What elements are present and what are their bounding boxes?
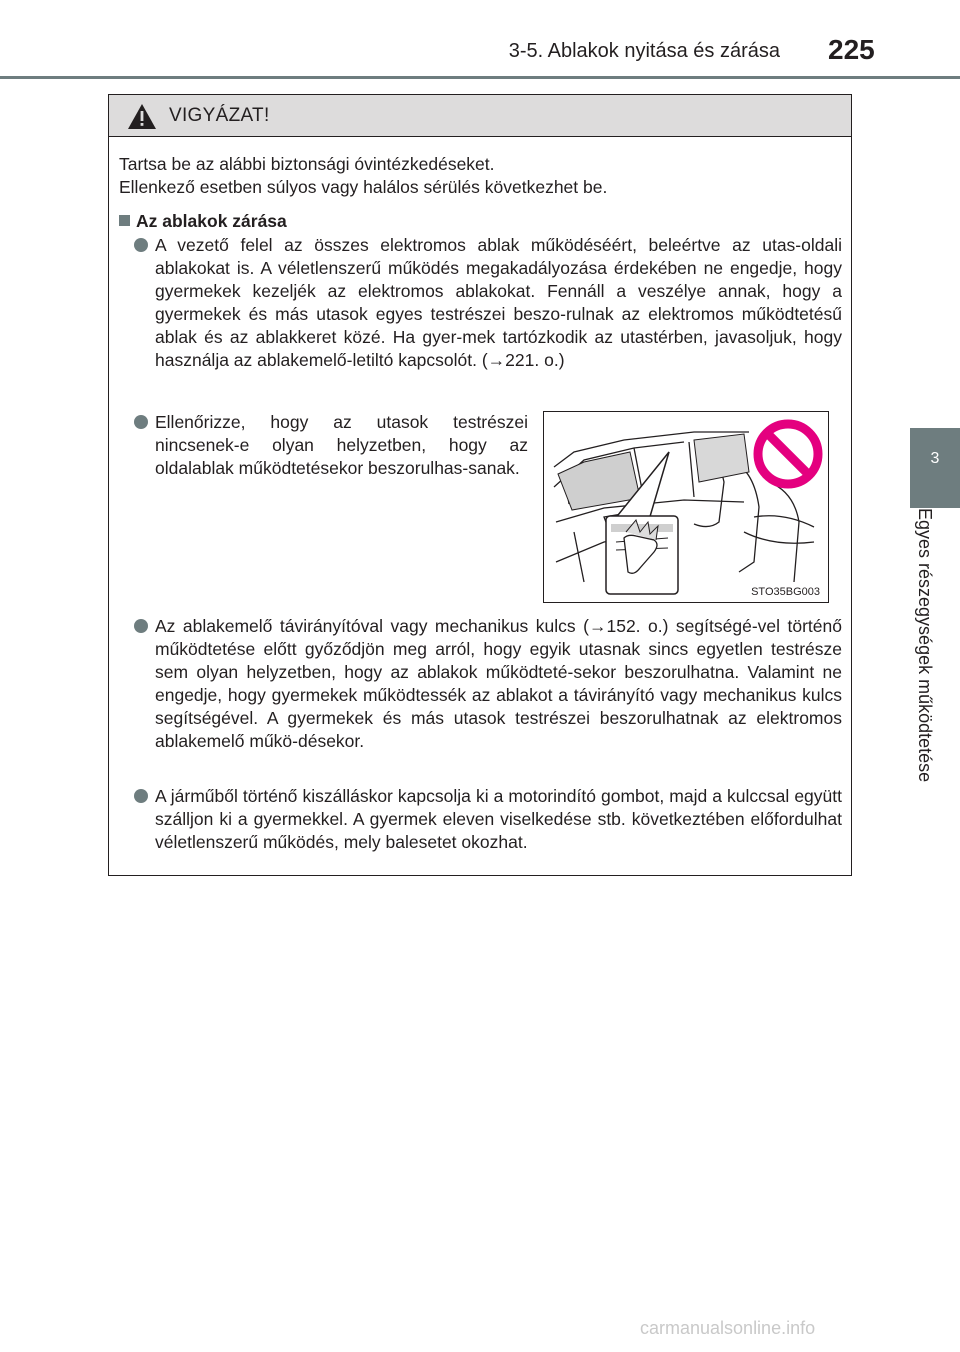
page-header xyxy=(0,0,960,80)
page-number: 225 xyxy=(828,34,875,65)
chapter-label-wrap xyxy=(910,508,960,830)
list-item-text: A vezető felel az összes elektromos ablak működéséért, beleértve az utas-oldali ablakokat is. A véletlenszerű működés megakadályozása érdekében ne engedje, hogy gyermekek kezeljék az elektromos ablakokat. Fennáll a veszélye annak, hogy a gyermekek és más utasok egyes testrészei beszo-rulnak az elektromos működtetésű ablak és az ablakkeret közé. Ha gyer-mek tartózkodik az utastérben, javasoljuk, hogy használja az ablakemelő-letiltó kapcsolót. (→221. o.) xyxy=(155,235,842,370)
list-item-text: A járműből történő kiszálláskor kapcsolja ki a motorindító gombot, majd a kulccsal együtt szálljon ki a gyermekkel. A gyermek eleven viselkedése stb. következtében előfordulhat véletlenszerű működés, mely balesetet okozhat. xyxy=(155,786,842,852)
list-item xyxy=(134,234,842,372)
bullet-dot-icon xyxy=(134,789,148,803)
list-item xyxy=(134,411,528,480)
watermark: carmanualsonline.info xyxy=(640,1318,816,1338)
chapter-tab xyxy=(910,428,960,508)
list-item xyxy=(134,615,842,753)
list-item-text: Ellenőrizze, hogy az utasok testrészei nincsenek-e olyan helyzetben, hogy az oldalablak működtetésekor beszorulhas-sanak. xyxy=(155,412,528,478)
chapter-number: 3 xyxy=(930,450,940,467)
section-title: 3-5. Ablakok nyitása és zárása xyxy=(508,40,780,62)
warning-box xyxy=(108,94,852,876)
header-rule xyxy=(0,76,960,79)
figure-code: STO35BG003 xyxy=(751,586,820,598)
warning-intro xyxy=(119,153,839,199)
chapter-title: Egyes részegységek működtetése xyxy=(915,508,935,783)
warning-triangle-icon xyxy=(127,103,157,130)
illustration-window-pinch xyxy=(543,411,829,603)
bullet-dot-icon xyxy=(134,619,148,633)
warning-header xyxy=(109,95,851,137)
prohibition-icon xyxy=(752,418,824,490)
subheading xyxy=(119,211,287,232)
bullet-dot-icon xyxy=(134,415,148,429)
square-bullet-icon xyxy=(119,215,130,226)
list-item-text: Az ablakemelő távirányítóval vagy mechanikus kulcs (→152. o.) segítségé-vel történő működtetése előtt győződjön meg arról, hogy egyik utasnak sincs egyetlen testrésze sem olyan helyzetben, hogy az ablakok működteté-sekor beszorulhatna. Valamint ne engedje, hogy gyermekek működtessék az ablakot a távirányító vagy mechanikus kulcs segítségével. A gyermekek és más utasok testrészei beszorulhatnak az elektromos ablakemelő műkö-désekor. xyxy=(155,616,842,751)
warning-title: VIGYÁZAT! xyxy=(169,105,270,126)
intro-line-2: Ellenkező esetben súlyos vagy halálos sérülés következhet be. xyxy=(119,177,608,197)
bullet-dot-icon xyxy=(134,238,148,252)
intro-line-1: Tartsa be az alábbi biztonsági óvintézkedéseket. xyxy=(119,154,495,174)
list-item xyxy=(134,785,842,854)
subheading-text: Az ablakok zárása xyxy=(136,211,287,231)
